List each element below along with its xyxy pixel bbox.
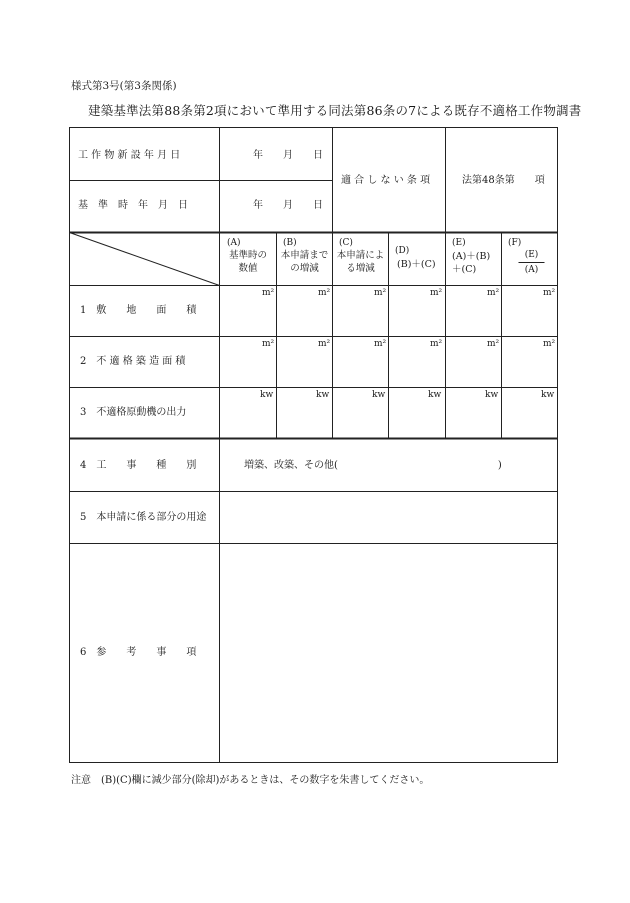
site-area-label: 1 敷 地 面 積 bbox=[80, 305, 197, 316]
column-f-numerator: (E) bbox=[524, 250, 539, 260]
construction-type-label: 4 工 事 種 別 bbox=[80, 460, 197, 471]
unit-label: kw bbox=[428, 390, 442, 400]
column-e-code: (E) bbox=[452, 238, 466, 248]
unit-label: m² bbox=[430, 288, 443, 298]
reference-date-label: 基 準 時 年 月 日 bbox=[78, 200, 188, 211]
unit-label: kw bbox=[316, 390, 330, 400]
unit-label: kw bbox=[372, 390, 386, 400]
unit-label: m² bbox=[374, 288, 387, 298]
unit-label: m² bbox=[262, 339, 275, 349]
table-frame bbox=[70, 128, 558, 763]
unit-label: kw bbox=[485, 390, 499, 400]
unit-label: kw bbox=[260, 390, 274, 400]
column-e-label-line2: ＋(C) bbox=[452, 264, 477, 275]
unit-label: m² bbox=[487, 339, 500, 349]
column-f-code: (F) bbox=[508, 238, 522, 248]
article-number-field[interactable]: 法第48条第 項 bbox=[462, 175, 545, 186]
column-b-code: (B) bbox=[283, 238, 297, 248]
column-c-code: (C) bbox=[339, 238, 353, 248]
form-number-label: 様式第3号(第3条関係) bbox=[71, 80, 177, 92]
column-a-label-line2: 数値 bbox=[238, 263, 258, 274]
header-diagonal-line bbox=[70, 233, 220, 286]
column-f-denominator: (A) bbox=[524, 265, 539, 275]
reference-date-field[interactable]: 年 月 日 bbox=[253, 200, 323, 211]
column-d-label: (B)＋(C) bbox=[397, 259, 436, 270]
usage-label: 5 本申請に係る部分の用途 bbox=[80, 512, 207, 523]
unit-label: m² bbox=[318, 339, 331, 349]
unit-label: m² bbox=[543, 288, 556, 298]
unit-label: m² bbox=[374, 339, 387, 349]
nonconforming-area-label: 2 不 適 格 築 造 面 積 bbox=[80, 356, 186, 367]
unit-label: m² bbox=[262, 288, 275, 298]
unit-label: m² bbox=[318, 288, 331, 298]
document-title: 建築基準法第88条第2項において準用する同法第86条の7による既存不適格工作物調書 bbox=[88, 103, 582, 118]
remarks-label: 6 参 考 事 項 bbox=[80, 647, 197, 658]
construction-date-label: 工 作 物 新 設 年 月 日 bbox=[78, 150, 181, 161]
column-c-label-line2: る増減 bbox=[346, 263, 375, 274]
column-b-label-line2: の増減 bbox=[290, 263, 319, 274]
motor-output-label: 3 不適格原動機の出力 bbox=[80, 407, 187, 418]
footer-note: 注意 (B)(C)欄に減少部分(除却)があるときは、その数字を朱書してください。 bbox=[71, 775, 430, 786]
unit-label: m² bbox=[487, 288, 500, 298]
column-b-label-line1: 本申請まで bbox=[280, 250, 329, 261]
construction-type-field[interactable]: 増築、改築、その他( ) bbox=[244, 460, 502, 471]
column-d-code: (D) bbox=[395, 246, 410, 256]
unit-label: m² bbox=[543, 339, 556, 349]
column-e-label-line1: (A)＋(B) bbox=[452, 251, 491, 262]
unit-label: m² bbox=[430, 339, 443, 349]
column-a-code: (A) bbox=[227, 238, 241, 248]
nonconforming-article-label: 適 合 し な い 条 項 bbox=[341, 175, 431, 186]
unit-label: kw bbox=[541, 390, 555, 400]
column-a-label-line1: 基準時の bbox=[228, 250, 267, 261]
construction-date-field[interactable]: 年 月 日 bbox=[253, 150, 323, 161]
column-c-label-line1: 本申請によ bbox=[336, 250, 385, 261]
